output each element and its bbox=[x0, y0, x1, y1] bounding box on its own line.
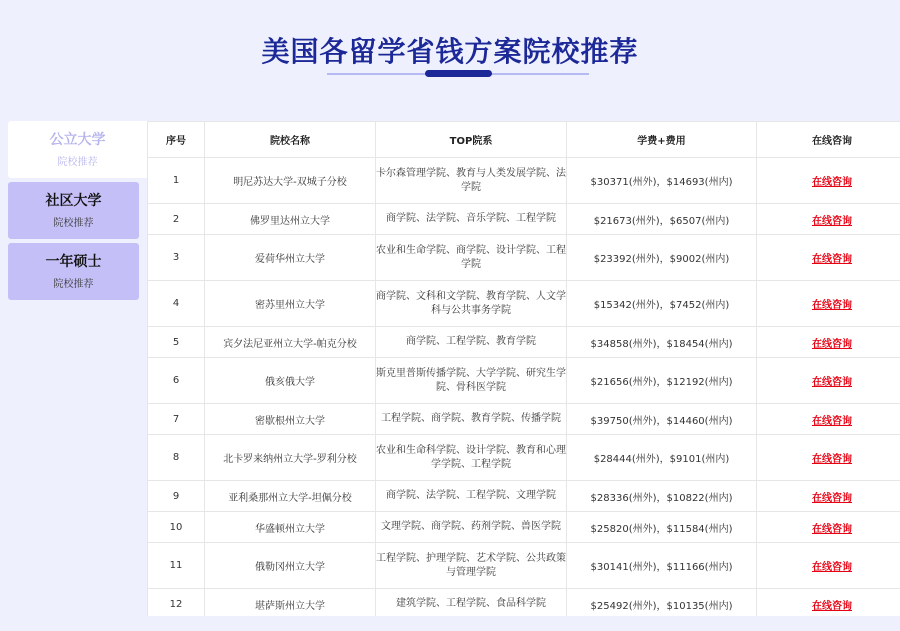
school-name: 北卡罗来纳州立大学-罗利分校 bbox=[205, 435, 376, 481]
school-name: 宾夕法尼亚州立大学-帕克分校 bbox=[205, 327, 376, 358]
table-row bbox=[148, 158, 900, 204]
tab-title: 一年硕士 bbox=[45, 254, 102, 270]
top-majors: 斯克里普斯传播学院、大学学院、研究生学院、骨科医学院 bbox=[376, 358, 567, 404]
fees: $34858(州外)，$18454(州内) bbox=[567, 327, 757, 358]
table-row bbox=[148, 481, 900, 512]
top-majors: 工程学院、商学院、教育学院、传播学院 bbox=[376, 404, 567, 435]
column-header-consult: 在线咨询 bbox=[757, 122, 900, 158]
column-header-majors: TOP院系 bbox=[376, 122, 567, 158]
consult-link[interactable]: 在线咨询 bbox=[757, 204, 900, 235]
page-title: 美国各留学省钱方案院校推荐 bbox=[261, 35, 639, 68]
consult-link[interactable]: 在线咨询 bbox=[757, 235, 900, 281]
consult-link[interactable]: 在线咨询 bbox=[757, 327, 900, 358]
consult-link[interactable]: 在线咨询 bbox=[757, 158, 900, 204]
tab-one-year-master[interactable] bbox=[8, 243, 139, 300]
school-name: 亚利桑那州立大学-坦佩分校 bbox=[205, 481, 376, 512]
row-number: 4 bbox=[148, 281, 205, 327]
table-row bbox=[148, 435, 900, 481]
table-row bbox=[148, 281, 900, 327]
school-name: 俄勒冈州立大学 bbox=[205, 543, 376, 589]
tab-subtitle: 院校推荐 bbox=[53, 279, 94, 290]
top-majors: 商学院、法学院、工程学院、文理学院 bbox=[376, 481, 567, 512]
consult-link[interactable]: 在线咨询 bbox=[757, 358, 900, 404]
fees: $15342(州外)，$7452(州内) bbox=[567, 281, 757, 327]
fees: $28444(州外)，$9101(州内) bbox=[567, 435, 757, 481]
tab-subtitle: 院校推荐 bbox=[57, 157, 98, 168]
row-number: 3 bbox=[148, 235, 205, 281]
tab-title: 公立大学 bbox=[49, 132, 106, 148]
fees: $21673(州外)，$6507(州内) bbox=[567, 204, 757, 235]
column-header-school: 院校名称 bbox=[205, 122, 376, 158]
fees: $30141(州外)，$11166(州内) bbox=[567, 543, 757, 589]
school-name: 华盛顿州立大学 bbox=[205, 512, 376, 543]
school-name: 密苏里州立大学 bbox=[205, 281, 376, 327]
tab-public-university[interactable] bbox=[8, 121, 147, 178]
fees: $25492(州外)，$10135(州内) bbox=[567, 589, 757, 617]
consult-link[interactable]: 在线咨询 bbox=[757, 435, 900, 481]
top-majors: 文理学院、商学院、药剂学院、兽医学院 bbox=[376, 512, 567, 543]
consult-link[interactable]: 在线咨询 bbox=[757, 281, 900, 327]
row-number: 9 bbox=[148, 481, 205, 512]
consult-link[interactable]: 在线咨询 bbox=[757, 512, 900, 543]
table-header-row bbox=[148, 122, 900, 158]
consult-link[interactable]: 在线咨询 bbox=[757, 589, 900, 617]
fees: $30371(州外)，$14693(州内) bbox=[567, 158, 757, 204]
consult-link[interactable]: 在线咨询 bbox=[757, 404, 900, 435]
school-name: 密歇根州立大学 bbox=[205, 404, 376, 435]
table-row bbox=[148, 204, 900, 235]
row-number: 5 bbox=[148, 327, 205, 358]
school-name: 明尼苏达大学-双城子分校 bbox=[205, 158, 376, 204]
row-number: 11 bbox=[148, 543, 205, 589]
table-row bbox=[148, 358, 900, 404]
school-name: 俄亥俄大学 bbox=[205, 358, 376, 404]
top-majors: 农业和生命科学院、设计学院、教育和心理学学院、工程学院 bbox=[376, 435, 567, 481]
top-majors: 农业和生命学院、商学院、设计学院、工程学院 bbox=[376, 235, 567, 281]
table-row bbox=[148, 235, 900, 281]
fees: $21656(州外)，$12192(州内) bbox=[567, 358, 757, 404]
tab-community-college[interactable] bbox=[8, 182, 139, 239]
school-name: 佛罗里达州立大学 bbox=[205, 204, 376, 235]
top-majors: 建筑学院、工程学院、食品科学院 bbox=[376, 589, 567, 617]
category-sidebar bbox=[8, 121, 147, 304]
tab-subtitle: 院校推荐 bbox=[53, 218, 94, 229]
row-number: 10 bbox=[148, 512, 205, 543]
school-table bbox=[147, 121, 900, 616]
top-majors: 商学院、文科和文学院、教育学院、人文学科与公共事务学院 bbox=[376, 281, 567, 327]
top-majors: 商学院、法学院、音乐学院、工程学院 bbox=[376, 204, 567, 235]
top-majors: 商学院、工程学院、教育学院 bbox=[376, 327, 567, 358]
page-bottom-background bbox=[0, 616, 900, 631]
table-row bbox=[148, 543, 900, 589]
table-row bbox=[148, 327, 900, 358]
column-header-fees: 学费+费用 bbox=[567, 122, 757, 158]
fees: $25820(州外)，$11584(州内) bbox=[567, 512, 757, 543]
top-majors: 卡尔森管理学院、教育与人类发展学院、法学院 bbox=[376, 158, 567, 204]
row-number: 2 bbox=[148, 204, 205, 235]
table-row bbox=[148, 404, 900, 435]
consult-link[interactable]: 在线咨询 bbox=[757, 543, 900, 589]
fees: $23392(州外)，$9002(州内) bbox=[567, 235, 757, 281]
school-name: 堪萨斯州立大学 bbox=[205, 589, 376, 617]
row-number: 8 bbox=[148, 435, 205, 481]
title-underline-accent bbox=[425, 70, 492, 77]
fees: $28336(州外)，$10822(州内) bbox=[567, 481, 757, 512]
row-number: 12 bbox=[148, 589, 205, 617]
row-number: 6 bbox=[148, 358, 205, 404]
consult-link[interactable]: 在线咨询 bbox=[757, 481, 900, 512]
table-row bbox=[148, 589, 900, 617]
row-number: 1 bbox=[148, 158, 205, 204]
row-number: 7 bbox=[148, 404, 205, 435]
column-header-no: 序号 bbox=[148, 122, 205, 158]
school-name: 爱荷华州立大学 bbox=[205, 235, 376, 281]
fees: $39750(州外)，$14460(州内) bbox=[567, 404, 757, 435]
table-row bbox=[148, 512, 900, 543]
school-table-panel bbox=[147, 121, 900, 616]
tab-title: 社区大学 bbox=[45, 193, 102, 209]
top-majors: 工程学院、护理学院、艺术学院、公共政策与管理学院 bbox=[376, 543, 567, 589]
